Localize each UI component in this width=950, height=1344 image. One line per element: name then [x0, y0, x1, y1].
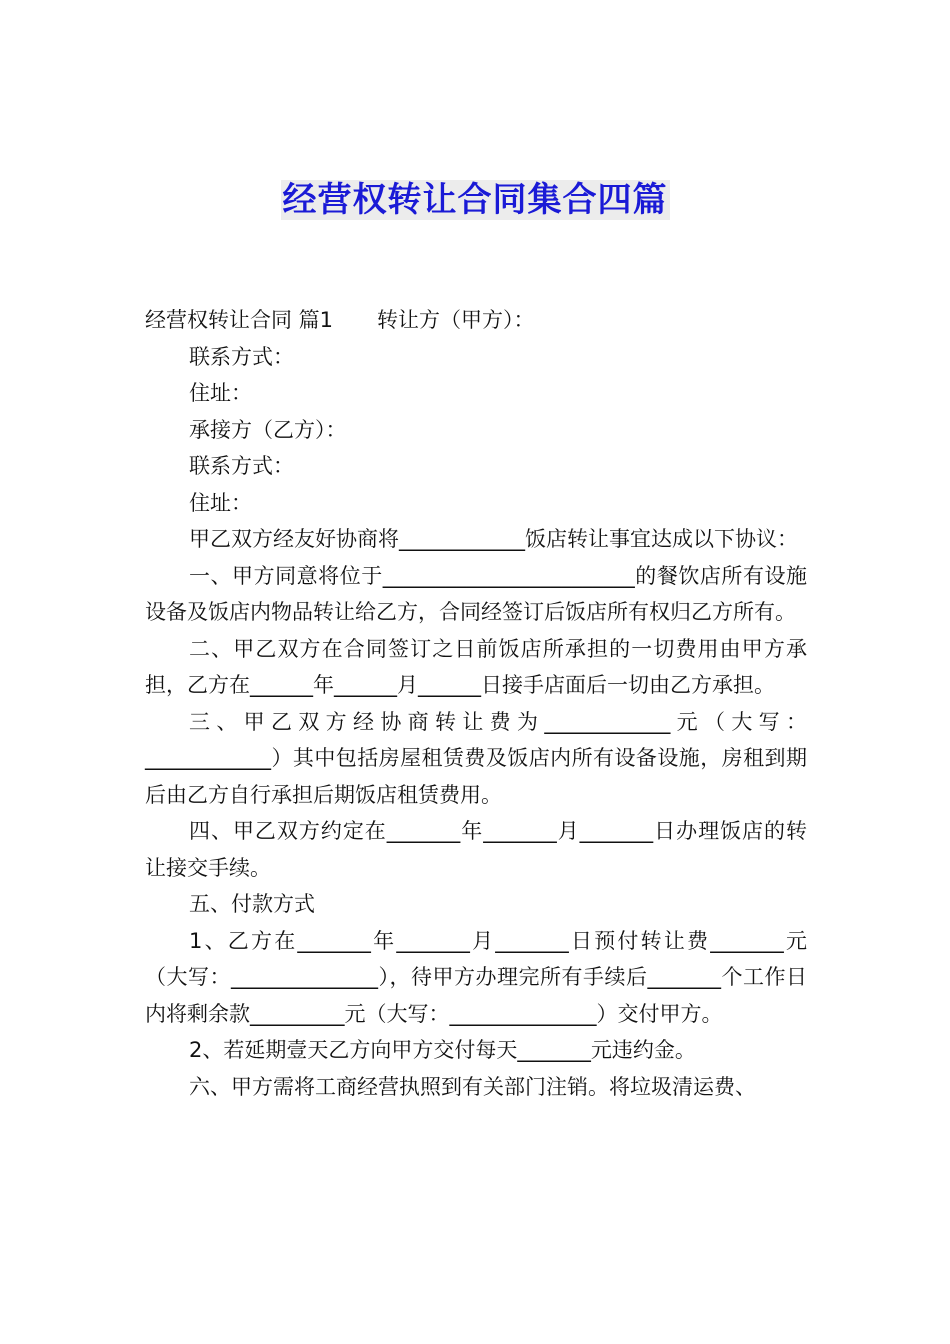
clause-5-item-2: 2、若延期壹天乙方向甲方交付每天_______元违约金。: [189, 1038, 696, 1062]
contact-a: 联系方式：: [189, 344, 294, 369]
clause-2: 二、甲乙双方在合同签订之日前饭店所承担的一切费用由甲方承担，乙方在______年______月______日接手店面后一切由乙方承担。: [145, 636, 807, 697]
first-line: [145, 302, 807, 339]
clause-6: 六、甲方需将工商经营执照到有关部门注销。将垃圾清运费、: [189, 1074, 756, 1099]
address-a: 住址：: [189, 381, 252, 405]
clause-3: 三、甲乙双方经协商转让费为____________元（大写：____________）其中包括房屋租赁费及饭店内所有设备设施，房租到期后由乙方自行承担后期饭店租赁费用。: [145, 709, 807, 807]
agreement-intro: 甲乙双方经友好协商将____________饭店转让事宜达成以下协议：: [189, 527, 798, 551]
clause-5-item-1: 1、乙方在_______年_______月_______日预付转让费_______元（大写：______________），待甲方办理完所有手续后_______个工作日内将剩余款_________元（大写：______________）交付甲方。: [145, 928, 807, 1026]
document-title: [0, 174, 950, 226]
party-b-label: 承接方（乙方）：: [189, 417, 347, 442]
address-b: 住址：: [189, 490, 252, 515]
document-body: [145, 302, 807, 1105]
clause-4: 四、甲乙双方约定在_______年_______月_______日办理饭店的转让接交手续。: [145, 819, 807, 880]
contact-b: 联系方式：: [189, 454, 294, 478]
clause-5-heading: 五、付款方式: [189, 892, 315, 916]
document-title-text: 经营权转让合同集合四篇: [282, 180, 668, 220]
section-heading: 经营权转让合同 篇1: [145, 308, 334, 332]
clause-1: 一、甲方同意将位于________________________的餐饮店所有设施设备及饭店内物品转让给乙方，合同经签订后饭店所有权归乙方所有。: [145, 563, 807, 624]
party-a-label: 转让方（甲方）：: [377, 308, 535, 332]
